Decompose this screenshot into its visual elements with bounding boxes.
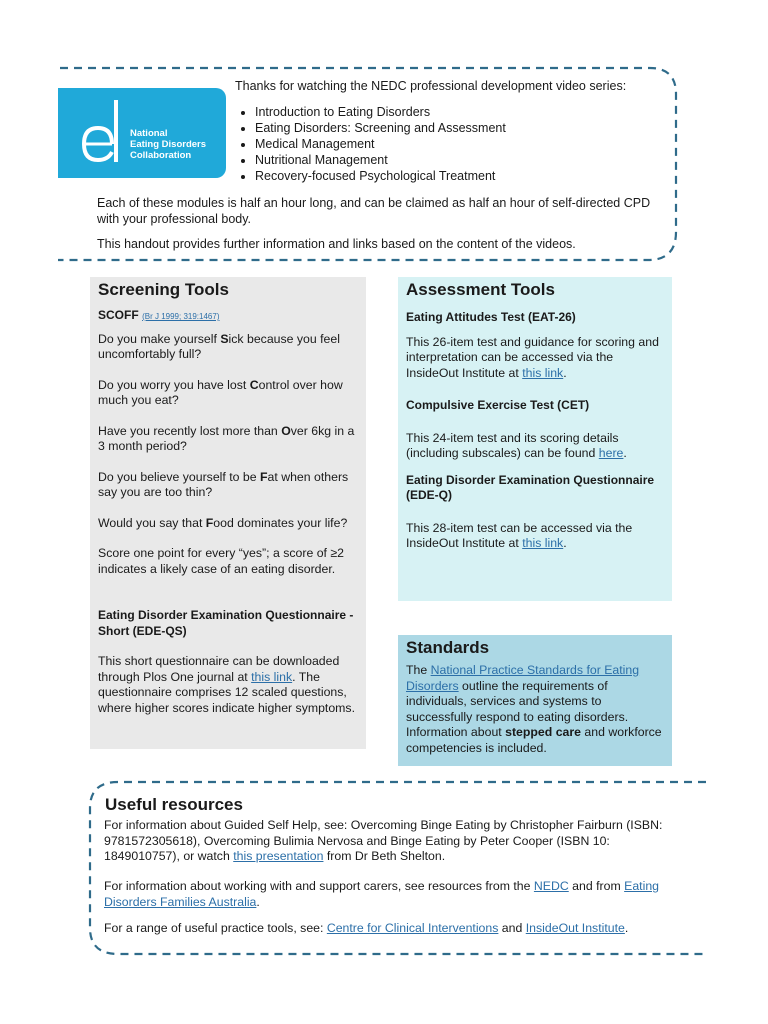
standards-title: Standards	[406, 638, 490, 657]
intro-heading: Thanks for watching the NEDC professional development video series:	[235, 79, 627, 93]
edeq-link[interactable]: this link	[522, 536, 564, 550]
edeqs-link[interactable]: this link	[251, 669, 293, 684]
nedc-link[interactable]: NEDC	[533, 879, 569, 893]
resources-title: Useful resources	[105, 795, 243, 814]
scoff-citation-link[interactable]: (Br J 1999; 319:1467)	[142, 312, 220, 321]
module-item: • Medical Management	[255, 136, 665, 152]
screening-title: Screening Tools	[98, 280, 229, 299]
scoff-question: Do you believe yourself to be Fat when others say you are too thin?	[98, 469, 349, 499]
logo-line-3: Collaboration	[130, 150, 192, 161]
edeqs-description: This short questionnaire can be downloaded through Plos One journal at this link. The questionnaire comprises 12 scaled questions, where higher scores indicate higher symptoms.	[98, 654, 355, 715]
assessment-title: Assessment Tools	[406, 280, 555, 299]
scoff-question: Have you recently lost more than Over 6kg in a 3 month period?	[98, 423, 355, 453]
module-item: • Eating Disorders: Screening and Assessment	[255, 120, 665, 136]
logo-line-2: Eating Disorders	[130, 139, 207, 150]
eat26-title: Eating Attitudes Test (EAT-26)	[406, 310, 576, 324]
edeq-title: Eating Disorder Examination Questionnaire (EDE-Q)	[406, 472, 655, 502]
module-item: • Nutritional Management	[255, 152, 665, 168]
practice-tools-paragraph: For a range of useful practice tools, see: Centre for Clinical Interventions and InsideOut Institute.	[104, 921, 629, 935]
edeqs-title: Eating Disorder Examination Questionnaire - Short (EDE-QS)	[98, 608, 354, 638]
carers-paragraph: For information about working with and support carers, see resources from the NEDC and from Eating Disorders Families Australia.	[104, 879, 659, 909]
national-practice-standards-link[interactable]: National Practice Standards for Eating Disorders	[406, 663, 640, 693]
logo-line-1: National	[130, 128, 168, 139]
scoff-scoring: Score one point for every “yes”; a score of ≥2 indicates a likely case of an eating disorder.	[98, 546, 344, 576]
cci-link[interactable]: Centre for Clinical Interventions	[326, 921, 499, 935]
eat26-description: This 26-item test and guidance for scoring and interpretation can be accessed via the InsideOut Institute at this link.	[406, 334, 659, 380]
scoff-question: Do you make yourself Sick because you feel uncomfortably full?	[98, 331, 340, 361]
cet-link[interactable]: here	[598, 446, 624, 460]
cpd-paragraph: Each of these modules is half an hour long, and can be claimed as half an hour of self-directed CPD with your professional body.	[97, 196, 651, 226]
edfa-link[interactable]: Eating Disorders Families Australia	[104, 879, 659, 909]
scoff-question: Would you say that Food dominates your life?	[98, 515, 348, 530]
handout-paragraph: This handout provides further information and links based on the content of the videos.	[97, 237, 576, 251]
cet-title: Compulsive Exercise Test (CET)	[406, 398, 590, 412]
cet-description: This 24-item test and its scoring details (including subscales) can be found here.	[406, 430, 627, 460]
scoff-question: Do you worry you have lost Control over how much you eat?	[98, 377, 343, 407]
standards-description: The National Practice Standards for Eating Disorders outline the requirements of individuals, services and systems to successfully respond to eating disorders. Information about stepped care and workforce competencies is included.	[406, 663, 662, 755]
presentation-link[interactable]: this presentation	[233, 849, 324, 863]
module-item: • Recovery-focused Psychological Treatment	[255, 168, 665, 184]
module-item: • Introduction to Eating Disorders	[255, 104, 665, 120]
eat26-link[interactable]: this link	[522, 365, 564, 380]
guided-self-help-paragraph: For information about Guided Self Help, see: Overcoming Binge Eating by Christopher Fairburn (ISBN: 9781572305618), Overcoming Bulimia Nervosa and Binge Eating by Peter Cooper (ISBN 10: 1849010757), or watch this presentation from Dr Beth Shelton.	[104, 818, 663, 863]
edeq-description: This 28-item test can be accessed via the InsideOut Institute at this link.	[406, 520, 633, 550]
insideout-link[interactable]: InsideOut Institute	[525, 921, 625, 935]
scoff-title: SCOFF	[98, 308, 139, 322]
